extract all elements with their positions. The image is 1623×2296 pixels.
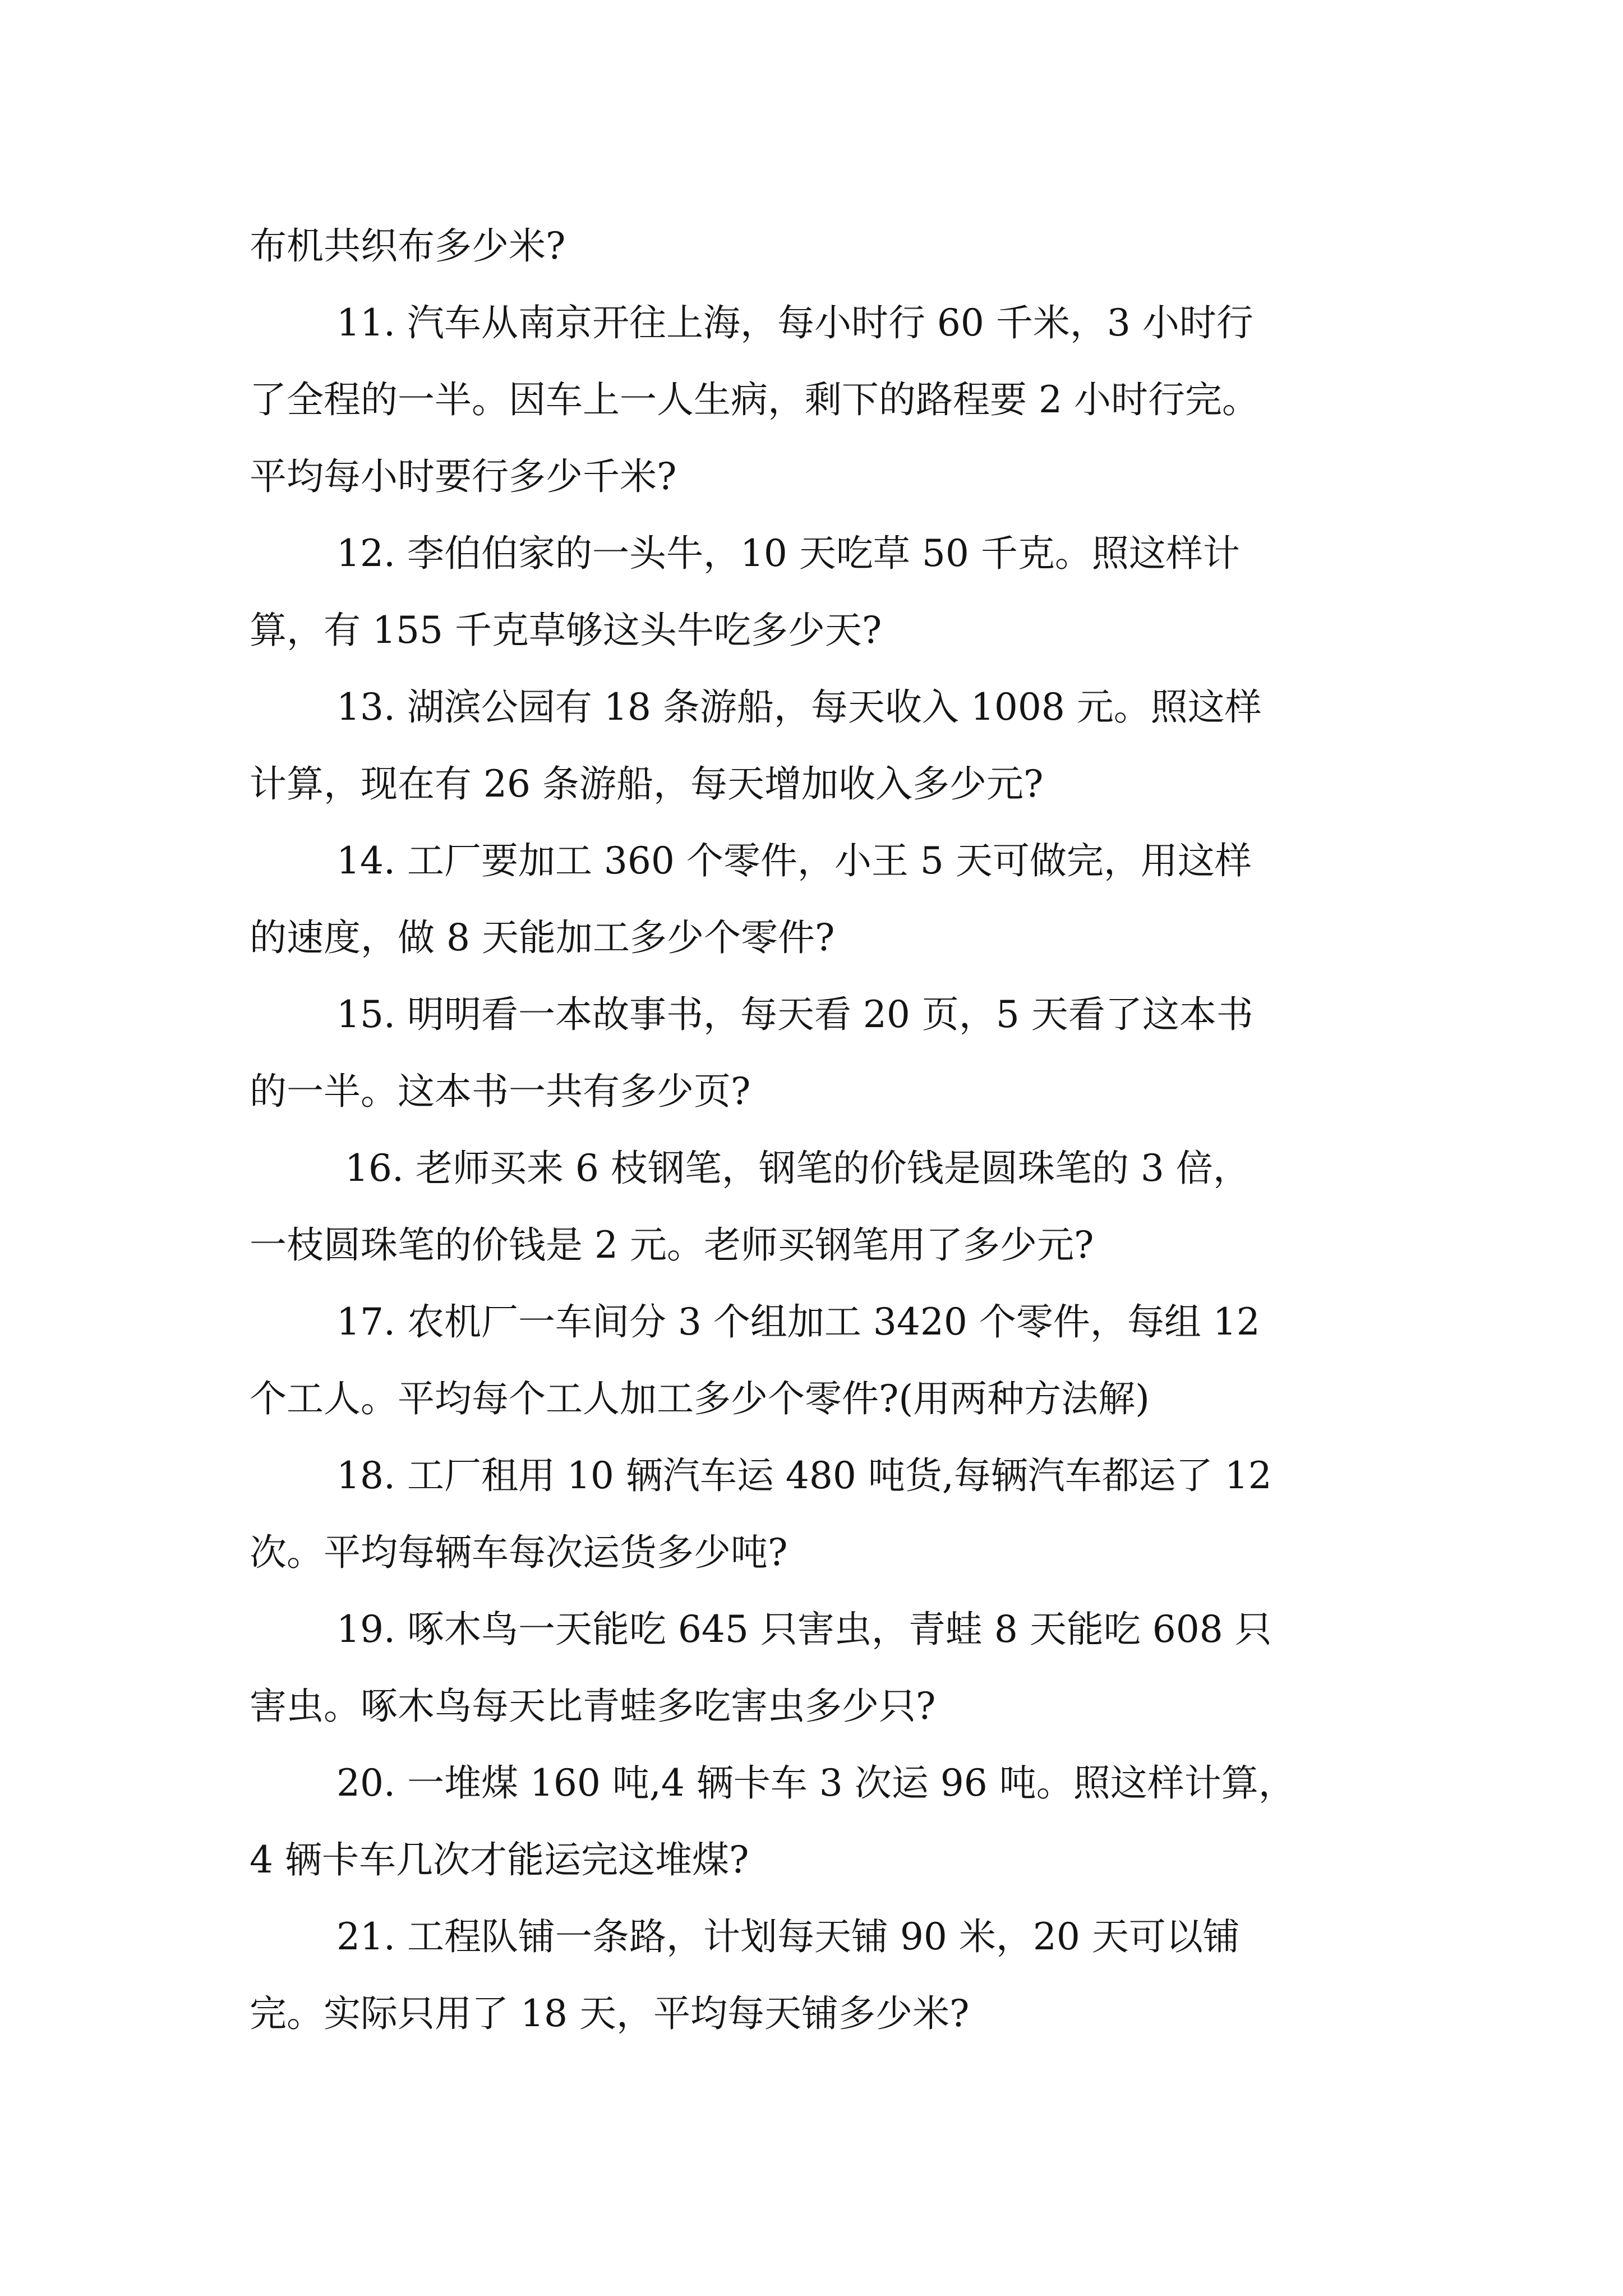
problem-11-line-2: 了全程的一半。因车上一人生病，剩下的路程要 2 小时行完。 xyxy=(250,378,1259,421)
problem-11-line-3: 平均每小时要行多少千米? xyxy=(250,455,677,498)
problem-21-line-2: 完。实际只用了 18 天，平均每天铺多少米? xyxy=(250,1992,970,2035)
problem-15-line-1: 15. 明明看一本故事书，每天看 20 页，5 天看了这本书 xyxy=(336,993,1253,1036)
problem-19-line-2: 害虫。啄木鸟每天比青蛙多吃害虫多少只? xyxy=(250,1685,936,1728)
problem-17-line-2: 个工人。平均每个工人加工多少个零件?(用两种方法解) xyxy=(250,1377,1150,1420)
problem-18-line-2: 次。平均每辆车每次运货多少吨? xyxy=(250,1531,788,1574)
problem-13-line-1: 13. 湖滨公园有 18 条游船，每天收入 1008 元。照这样 xyxy=(336,685,1262,729)
problem-18-line-1: 18. 工厂租用 10 辆汽车运 480 吨货,每辆汽车都运了 12 xyxy=(336,1454,1272,1497)
problem-21-line-1: 21. 工程队铺一条路，计划每天铺 90 米，20 天可以铺 xyxy=(336,1915,1240,1958)
problem-11-line-1: 11. 汽车从南京开往上海，每小时行 60 千米，3 小时行 xyxy=(336,301,1253,344)
problem-14-line-1: 14. 工厂要加工 360 个零件，小王 5 天可做完，用这样 xyxy=(336,839,1252,882)
document-body xyxy=(250,208,1382,2052)
problem-12-line-2: 算，有 155 千克草够这头牛吃多少天? xyxy=(250,609,882,652)
problem-20-line-1: 20. 一堆煤 160 吨,4 辆卡车 3 次运 96 吨。照这样计算， xyxy=(336,1761,1295,1805)
problem-13-line-2: 计算，现在有 26 条游船，每天增加收入多少元? xyxy=(250,762,1044,806)
problem-19-line-1: 19. 啄木鸟一天能吃 645 只害虫，青蛙 8 天能吃 608 只 xyxy=(336,1608,1272,1651)
problem-15-line-2: 的一半。这本书一共有多少页? xyxy=(250,1070,751,1113)
problem-20-line-2: 4 辆卡车几次才能运完这堆煤? xyxy=(250,1838,749,1881)
problem-14-line-2: 的速度，做 8 天能加工多少个零件? xyxy=(250,916,835,959)
problem-16-line-1: 16. 老师买来 6 枝钢笔，钢笔的价钱是圆珠笔的 3 倍， xyxy=(345,1147,1250,1190)
problem-17-line-1: 17. 农机厂一车间分 3 个组加工 3420 个零件，每组 12 xyxy=(336,1300,1260,1343)
text-line: 布机共织布多少米? xyxy=(250,224,566,268)
problem-12-line-1: 12. 李伯伯家的一头牛，10 天吃草 50 千克。照这样计 xyxy=(336,532,1240,575)
problem-16-line-2: 一枝圆珠笔的价钱是 2 元。老师买钢笔用了多少元? xyxy=(250,1223,1094,1267)
